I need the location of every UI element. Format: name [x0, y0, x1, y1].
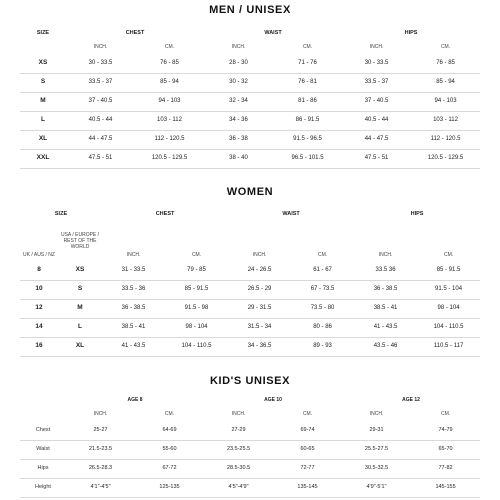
- table-cell: 104 - 110.5: [165, 337, 228, 356]
- uk-size-cell: 14: [20, 318, 58, 337]
- table-cell: 85 - 91.5: [417, 261, 480, 280]
- table-cell: 31.5 - 34: [228, 318, 291, 337]
- table-cell: 96.5 - 101.5: [273, 149, 342, 168]
- table-row: [20, 92, 480, 111]
- table-cell: 30 - 32: [204, 73, 273, 92]
- unit-header: INCH.: [369, 410, 384, 417]
- age-12-header: AGE 12: [402, 396, 420, 403]
- unit-header: CM.: [443, 251, 454, 258]
- table-row: [20, 459, 480, 478]
- unit-header: CM.: [302, 410, 313, 417]
- us-size-cell: XL: [58, 337, 102, 356]
- table-cell: 31 - 33.5: [102, 261, 165, 280]
- kids-unisex-title: KID'S UNISEX: [209, 375, 291, 387]
- table-cell: 38 - 40: [204, 149, 273, 168]
- table-cell: 120.5 - 129.5: [135, 149, 204, 168]
- table-row: [20, 440, 480, 459]
- uk-size-cell: 16: [20, 337, 58, 356]
- table-cell: 76 - 85: [411, 54, 480, 73]
- unit-header: INCH.: [369, 43, 384, 50]
- hips-header: HIPS: [410, 210, 424, 217]
- table-cell: 30 - 33.5: [342, 54, 411, 73]
- table-cell: 98 - 104: [165, 318, 228, 337]
- size-cell: XL: [20, 130, 66, 149]
- table-cell: 33.5 - 37: [342, 73, 411, 92]
- table-cell: 36 - 38.5: [354, 280, 417, 299]
- men-size-table: [20, 26, 480, 169]
- table-cell: 94 - 103: [135, 92, 204, 111]
- table-cell: 74-79: [411, 421, 480, 440]
- table-cell: 76 - 81: [273, 73, 342, 92]
- table-row: [20, 337, 480, 356]
- table-cell: 30.5-32.5: [342, 459, 411, 478]
- table-cell: 85 - 94: [135, 73, 204, 92]
- table-row: [20, 111, 480, 130]
- unit-header: CM.: [164, 43, 175, 50]
- size-header: SIZE: [36, 29, 50, 36]
- us-size-cell: L: [58, 318, 102, 337]
- table-cell: 72-77: [273, 459, 342, 478]
- table-cell: 33.5 36: [354, 261, 417, 280]
- table-cell: 89 - 93: [291, 337, 354, 356]
- measure-label: Hips: [20, 459, 66, 478]
- table-cell: 112 - 120.5: [135, 130, 204, 149]
- table-cell: 23.5-25.5: [204, 440, 273, 459]
- table-cell: 64-69: [135, 421, 204, 440]
- us-size-cell: M: [58, 299, 102, 318]
- unit-header: INCH.: [231, 410, 246, 417]
- table-cell: 41 - 43.5: [354, 318, 417, 337]
- table-cell: 76 - 85: [135, 54, 204, 73]
- table-cell: 80 - 86: [291, 318, 354, 337]
- table-row: [20, 280, 480, 299]
- table-cell: 37 - 40.5: [66, 92, 135, 111]
- table-cell: 41 - 43.5: [102, 337, 165, 356]
- unit-header: CM.: [440, 43, 451, 50]
- table-cell: 4'5"-4'9": [204, 478, 273, 497]
- age-10-header: AGE 10: [264, 396, 282, 403]
- table-row: [20, 478, 480, 497]
- table-cell: 91.5 - 98: [165, 299, 228, 318]
- table-cell: 103 - 112: [135, 111, 204, 130]
- table-row: [20, 421, 480, 440]
- table-cell: 38.5 - 41: [102, 318, 165, 337]
- uk-aus-nz-header: UK / AUS / NZ: [23, 251, 55, 258]
- table-cell: 67 - 73.5: [291, 280, 354, 299]
- table-cell: 47.5 - 51: [66, 149, 135, 168]
- table-cell: 40.5 - 44: [66, 111, 135, 130]
- usa-europe-header: USA / EUROPE / REST OF THE WORLD: [60, 231, 100, 251]
- table-cell: 98 - 104: [417, 299, 480, 318]
- table-cell: 65-70: [411, 440, 480, 459]
- table-row: [20, 73, 480, 92]
- unit-header: INCH.: [93, 410, 108, 417]
- size-cell: S: [20, 73, 66, 92]
- size-header: SIZE: [54, 210, 68, 217]
- table-cell: 33.5 - 36: [102, 280, 165, 299]
- table-cell: 44 - 47.5: [66, 130, 135, 149]
- size-cell: XXL: [20, 149, 66, 168]
- waist-header: WAIST: [282, 210, 300, 217]
- table-cell: 36 - 38: [204, 130, 273, 149]
- kids-size-table: [20, 393, 480, 498]
- size-cell: XS: [20, 54, 66, 73]
- us-size-cell: S: [58, 280, 102, 299]
- table-cell: 25.5-27.5: [342, 440, 411, 459]
- table-cell: 26.5-28.3: [66, 459, 135, 478]
- us-size-cell: XS: [58, 261, 102, 280]
- table-cell: 125-135: [135, 478, 204, 497]
- table-cell: 60-65: [273, 440, 342, 459]
- table-cell: 43.5 - 46: [354, 337, 417, 356]
- table-row: [20, 149, 480, 168]
- unit-header: INCH.: [126, 251, 141, 258]
- table-cell: 94 - 103: [411, 92, 480, 111]
- table-cell: 24 - 26.5: [228, 261, 291, 280]
- table-cell: 73.5 - 80: [291, 299, 354, 318]
- table-cell: 79 - 85: [165, 261, 228, 280]
- table-cell: 145-155: [411, 478, 480, 497]
- measure-label: Waist: [20, 440, 66, 459]
- table-cell: 33.5 - 37: [66, 73, 135, 92]
- unit-header: CM.: [302, 43, 313, 50]
- table-cell: 91.5 - 104: [417, 280, 480, 299]
- table-row: [20, 130, 480, 149]
- table-cell: 29-31: [342, 421, 411, 440]
- age-8-header: AGE 8: [127, 396, 143, 403]
- table-cell: 120.5 - 129.5: [411, 149, 480, 168]
- men-unisex-title: MEN / UNISEX: [209, 4, 291, 16]
- unit-header: INCH.: [378, 251, 393, 258]
- unit-header: CM.: [440, 410, 451, 417]
- measure-label: Height: [20, 478, 66, 497]
- uk-size-cell: 8: [20, 261, 58, 280]
- table-cell: 71 - 76: [273, 54, 342, 73]
- table-row: [20, 54, 480, 73]
- table-cell: 104 - 110.5: [417, 318, 480, 337]
- table-cell: 85 - 94: [411, 73, 480, 92]
- unit-header: CM.: [191, 251, 202, 258]
- uk-size-cell: 10: [20, 280, 58, 299]
- table-cell: 29 - 31.5: [228, 299, 291, 318]
- table-cell: 69-74: [273, 421, 342, 440]
- table-cell: 61 - 67: [291, 261, 354, 280]
- table-cell: 36 - 38.5: [102, 299, 165, 318]
- hips-header: HIPS: [404, 29, 418, 36]
- table-cell: 81 - 86: [273, 92, 342, 111]
- table-cell: 34 - 36.5: [228, 337, 291, 356]
- table-cell: 27-29: [204, 421, 273, 440]
- waist-header: WAIST: [264, 29, 282, 36]
- unit-header: INCH.: [231, 43, 246, 50]
- table-cell: 135-145: [273, 478, 342, 497]
- table-cell: 26.5 - 29: [228, 280, 291, 299]
- table-cell: 44 - 47.5: [342, 130, 411, 149]
- measure-label: Chest: [20, 421, 66, 440]
- table-cell: 32 - 34: [204, 92, 273, 111]
- unit-header: INCH.: [93, 43, 108, 50]
- table-cell: 30 - 33.5: [66, 54, 135, 73]
- table-cell: 37 - 40.5: [342, 92, 411, 111]
- uk-size-cell: 12: [20, 299, 58, 318]
- table-cell: 86 - 91.5: [273, 111, 342, 130]
- unit-header: INCH.: [252, 251, 267, 258]
- unit-header: CM.: [317, 251, 328, 258]
- chest-header: CHEST: [125, 29, 145, 36]
- table-cell: 55-60: [135, 440, 204, 459]
- table-cell: 85 - 91.5: [165, 280, 228, 299]
- table-cell: 103 - 112: [411, 111, 480, 130]
- table-cell: 28.5-30.5: [204, 459, 273, 478]
- table-cell: 112 - 120.5: [411, 130, 480, 149]
- table-cell: 28 - 30: [204, 54, 273, 73]
- table-cell: 4'9"-5'1": [342, 478, 411, 497]
- size-cell: L: [20, 111, 66, 130]
- women-size-table: [20, 207, 480, 357]
- table-cell: 4'1"-4'5": [66, 478, 135, 497]
- table-cell: 110.5 - 117: [417, 337, 480, 356]
- size-cell: M: [20, 92, 66, 111]
- unit-header: CM.: [164, 410, 175, 417]
- table-cell: 21.5-23.5: [66, 440, 135, 459]
- table-cell: 77-82: [411, 459, 480, 478]
- table-cell: 40.5 - 44: [342, 111, 411, 130]
- table-cell: 91.5 - 96.5: [273, 130, 342, 149]
- table-cell: 25-27: [66, 421, 135, 440]
- women-title: WOMEN: [226, 186, 274, 198]
- table-cell: 34 - 36: [204, 111, 273, 130]
- table-cell: 67-72: [135, 459, 204, 478]
- table-row: [20, 299, 480, 318]
- table-cell: 47.5 - 51: [342, 149, 411, 168]
- table-row: [20, 261, 480, 280]
- table-row: [20, 318, 480, 337]
- table-cell: 38.5 - 41: [354, 299, 417, 318]
- chest-header: CHEST: [155, 210, 175, 217]
